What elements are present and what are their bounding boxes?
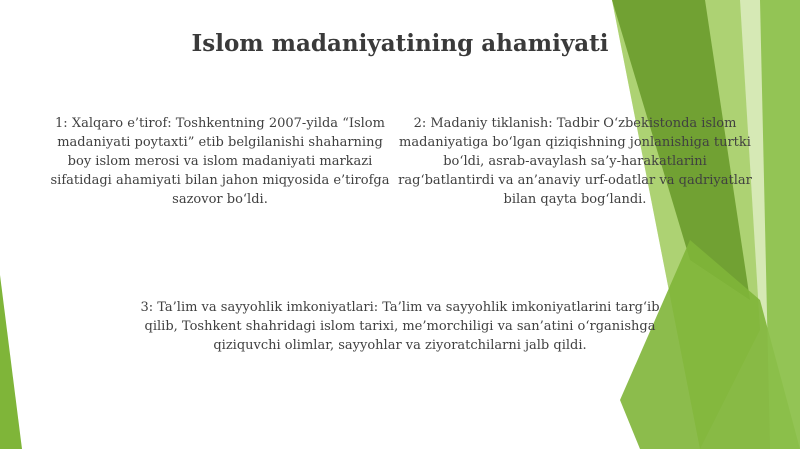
text-block-2: 2: Madaniy tiklanish: Tadbir O‘zbekistonda islom madaniyatiga bo‘lgan qiziqishning jonlanishiga turtki bo‘ldi, asrab-avaylash sa’y-harakatlarini rag‘batlantirdi va an’anaviy urf-odatlar va qadriyatlar bilan qayta bog‘landi. [398, 116, 752, 207]
text-block-3: 3: Ta’lim va sayyohlik imkoniyatlari: Ta’lim va sayyohlik imkoniyatlarini targ‘ib qilib, Toshkent shahridagi islom tarixi, me’morchiligi va san’atini o‘rganishga qiziquvchi olimlar, sayyohlar va ziyoratchilarni jalb qildi. [140, 300, 660, 353]
text-block-1: 1: Xalqaro e’tirof: Toshkentning 2007-yilda “Islom madaniyati poytaxti” etib belgilanishi shaharning boy islom merosi va islom madaniyati markazi sifatidagi ahamiyati bilan jahon miqyosida e’tirofga sazovor bo‘ldi. [50, 116, 390, 207]
slide-title: Islom madaniyatining ahamiyati [191, 30, 609, 57]
left-facet [0, 275, 22, 449]
